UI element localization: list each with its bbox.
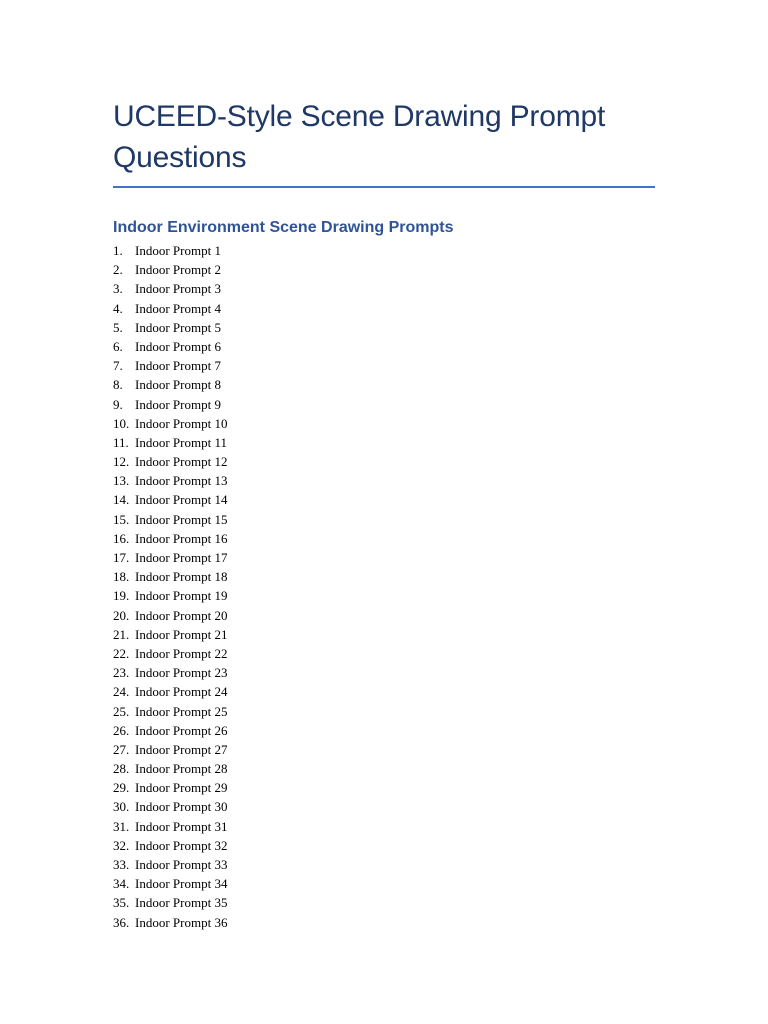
list-item-text: Indoor Prompt 5 xyxy=(135,319,221,335)
list-item-text: Indoor Prompt 31 xyxy=(135,818,228,834)
list-item xyxy=(113,452,655,471)
list-item-text: Indoor Prompt 24 xyxy=(135,684,228,700)
list-item-text: Indoor Prompt 35 xyxy=(135,895,228,911)
list-item-text: Indoor Prompt 4 xyxy=(135,300,221,316)
list-item-text: Indoor Prompt 16 xyxy=(135,530,228,546)
list-item xyxy=(113,395,655,414)
list-item xyxy=(113,318,655,337)
list-item-number: 15. xyxy=(113,511,130,527)
list-item-number: 35. xyxy=(113,895,130,911)
list-item xyxy=(113,586,655,605)
list-item-text: Indoor Prompt 2 xyxy=(135,262,221,278)
list-item-number: 25. xyxy=(113,703,130,719)
list-item-number: 8. xyxy=(113,377,123,393)
list-item-text: Indoor Prompt 27 xyxy=(135,741,228,757)
list-item xyxy=(113,797,655,816)
list-item xyxy=(113,740,655,759)
list-item xyxy=(113,663,655,682)
list-item-number: 3. xyxy=(113,281,123,297)
list-item-text: Indoor Prompt 12 xyxy=(135,454,228,470)
list-item-number: 28. xyxy=(113,761,130,777)
list-item xyxy=(113,721,655,740)
list-item xyxy=(113,759,655,778)
list-item-text: Indoor Prompt 23 xyxy=(135,665,228,681)
list-item-text: Indoor Prompt 36 xyxy=(135,914,228,930)
list-item xyxy=(113,337,655,356)
list-item xyxy=(113,279,655,298)
list-item-text: Indoor Prompt 28 xyxy=(135,761,228,777)
list-item-text: Indoor Prompt 21 xyxy=(135,626,228,642)
list-item xyxy=(113,644,655,663)
list-item xyxy=(113,299,655,318)
list-item xyxy=(113,414,655,433)
list-item xyxy=(113,260,655,279)
list-item-text: Indoor Prompt 7 xyxy=(135,358,221,374)
list-item-text: Indoor Prompt 20 xyxy=(135,607,228,623)
list-item-number: 11. xyxy=(113,434,129,450)
list-item-text: Indoor Prompt 34 xyxy=(135,876,228,892)
list-item-number: 12. xyxy=(113,454,130,470)
list-item xyxy=(113,855,655,874)
list-item-number: 13. xyxy=(113,473,130,489)
list-item-text: Indoor Prompt 30 xyxy=(135,799,228,815)
list-item-number: 23. xyxy=(113,665,130,681)
list-item xyxy=(113,529,655,548)
list-item-number: 34. xyxy=(113,876,130,892)
document-page xyxy=(113,96,655,932)
list-item-text: Indoor Prompt 19 xyxy=(135,588,228,604)
list-item xyxy=(113,548,655,567)
list-item xyxy=(113,702,655,721)
prompt-list xyxy=(113,241,655,932)
list-item xyxy=(113,625,655,644)
list-item-number: 10. xyxy=(113,415,130,431)
list-item-text: Indoor Prompt 18 xyxy=(135,569,228,585)
list-item-text: Indoor Prompt 26 xyxy=(135,722,228,738)
list-item-number: 26. xyxy=(113,722,130,738)
list-item xyxy=(113,682,655,701)
list-item-text: Indoor Prompt 10 xyxy=(135,415,228,431)
list-item xyxy=(113,778,655,797)
list-item-number: 14. xyxy=(113,492,130,508)
list-item xyxy=(113,490,655,509)
list-item-text: Indoor Prompt 9 xyxy=(135,396,221,412)
list-item xyxy=(113,433,655,452)
list-item-number: 31. xyxy=(113,818,130,834)
list-item-text: Indoor Prompt 3 xyxy=(135,281,221,297)
list-item-number: 29. xyxy=(113,780,130,796)
list-item-number: 27. xyxy=(113,741,130,757)
document-title: UCEED-Style Scene Drawing Prompt Questions xyxy=(113,96,655,188)
list-item-number: 9. xyxy=(113,396,123,412)
list-item-text: Indoor Prompt 1 xyxy=(135,243,221,258)
list-item xyxy=(113,471,655,490)
list-item-number: 21. xyxy=(113,626,130,642)
list-item-text: Indoor Prompt 29 xyxy=(135,780,228,796)
list-item-number: 33. xyxy=(113,857,130,872)
list-item xyxy=(113,375,655,394)
list-item xyxy=(113,893,655,912)
list-item-text: Indoor Prompt 11 xyxy=(135,434,227,450)
list-item xyxy=(113,836,655,855)
list-item-text: Indoor Prompt 17 xyxy=(135,550,228,565)
list-item-text: Indoor Prompt 13 xyxy=(135,473,228,489)
list-item-number: 19. xyxy=(113,588,130,604)
list-item-text: Indoor Prompt 22 xyxy=(135,645,228,661)
list-item-number: 32. xyxy=(113,837,130,853)
list-item xyxy=(113,510,655,529)
list-item xyxy=(113,567,655,586)
list-item-number: 2. xyxy=(113,262,123,278)
list-item-text: Indoor Prompt 8 xyxy=(135,377,221,393)
list-item-text: Indoor Prompt 14 xyxy=(135,492,228,508)
list-item-number: 7. xyxy=(113,358,123,374)
list-item-number: 20. xyxy=(113,607,130,623)
section-heading: Indoor Environment Scene Drawing Prompts xyxy=(113,219,454,236)
list-item-text: Indoor Prompt 32 xyxy=(135,837,228,853)
list-item xyxy=(113,874,655,893)
list-item-number: 1. xyxy=(113,243,123,258)
list-item-number: 22. xyxy=(113,645,130,661)
list-item xyxy=(113,241,655,260)
list-item-number: 30. xyxy=(113,799,130,815)
list-item-text: Indoor Prompt 33 xyxy=(135,857,228,872)
list-item-number: 17. xyxy=(113,550,130,565)
list-item-text: Indoor Prompt 15 xyxy=(135,511,228,527)
list-item-text: Indoor Prompt 25 xyxy=(135,703,228,719)
list-item xyxy=(113,356,655,375)
list-item-number: 4. xyxy=(113,300,123,316)
list-item xyxy=(113,606,655,625)
list-item-number: 5. xyxy=(113,319,123,335)
list-item xyxy=(113,913,655,932)
list-item-number: 36. xyxy=(113,914,130,930)
list-item-number: 6. xyxy=(113,338,123,354)
list-item-text: Indoor Prompt 6 xyxy=(135,338,221,354)
list-item-number: 16. xyxy=(113,530,130,546)
list-item-number: 24. xyxy=(113,684,130,700)
list-item xyxy=(113,817,655,836)
list-item-number: 18. xyxy=(113,569,130,585)
